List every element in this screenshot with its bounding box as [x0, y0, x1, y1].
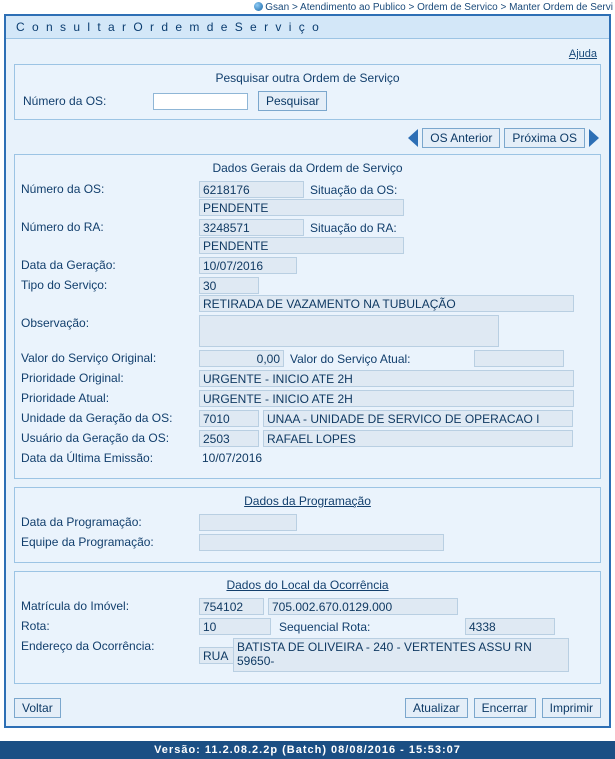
breadcrumb-item-1[interactable]: Ordem de Servico — [417, 1, 498, 13]
valor-original-value: 0,00 — [199, 350, 284, 367]
tipo-servico-codigo: 30 — [199, 277, 259, 294]
observacao-value[interactable] — [199, 315, 499, 347]
data-programacao-value — [199, 514, 297, 531]
data-geracao-value: 10/07/2016 — [199, 257, 297, 274]
general-panel-title: Dados Gerais da Ordem de Serviço — [212, 161, 403, 175]
proxima-os-button[interactable]: Próxima OS — [504, 128, 585, 148]
local-ocorrencia-panel — [14, 571, 601, 684]
prioridade-atual-label: Prioridade Atual: — [21, 391, 110, 405]
situacao-ra-value: PENDENTE — [199, 237, 404, 254]
search-label: Número da OS: — [23, 94, 107, 108]
endereco-prefix: RUA — [199, 647, 233, 664]
next-arrow-icon[interactable] — [589, 129, 599, 147]
imprimir-button[interactable]: Imprimir — [542, 698, 601, 718]
equipe-programacao-value — [199, 534, 444, 551]
sequencial-rota-label: Sequencial Rota: — [279, 620, 371, 634]
endereco-label: Endereço da Ocorrência: — [21, 639, 155, 653]
matricula-descricao: 705.002.670.0129.000 — [268, 598, 458, 615]
numero-ra-value: 3248571 — [199, 219, 304, 236]
pesquisar-button[interactable]: Pesquisar — [258, 91, 327, 111]
observacao-label: Observação: — [21, 316, 90, 330]
page-title: C o n s u l t a r O r d e m d e S e r v i ç o — [6, 16, 609, 39]
matricula-label: Matrícula do Imóvel: — [21, 599, 130, 613]
breadcrumb — [254, 2, 613, 13]
usuario-geracao-label: Usuário da Geração da OS: — [21, 431, 170, 445]
atualizar-button[interactable]: Atualizar — [405, 698, 468, 718]
programacao-panel-title: Dados da Programação — [244, 494, 371, 508]
os-anterior-button[interactable]: OS Anterior — [422, 128, 500, 148]
ultima-emissao-label: Data da Última Emissão: — [21, 451, 154, 465]
programacao-panel — [14, 487, 601, 563]
prioridade-original-value: URGENTE - INICIO ATE 2H — [199, 370, 574, 387]
row-endereco — [21, 638, 594, 672]
rota-label: Rota: — [21, 619, 50, 633]
row-data-programacao — [21, 514, 594, 531]
breadcrumb-separator: > — [291, 1, 298, 13]
equipe-programacao-label: Equipe da Programação: — [21, 535, 154, 549]
breadcrumb-separator: > — [500, 1, 507, 13]
version-wrap — [0, 737, 615, 759]
previous-arrow-icon[interactable] — [408, 129, 418, 147]
situacao-os-value: PENDENTE — [199, 199, 404, 216]
breadcrumb-item-0[interactable]: Atendimento ao Publico — [300, 1, 406, 13]
row-usuario-geracao — [21, 430, 594, 447]
unidade-geracao-codigo: 7010 — [199, 410, 259, 427]
usuario-geracao-nome: RAFAEL LOPES — [263, 430, 573, 447]
breadcrumb-separator: > — [408, 1, 415, 13]
encerrar-button[interactable]: Encerrar — [474, 698, 536, 718]
row-prioridade-original — [21, 370, 594, 387]
valor-atual-label: Valor do Serviço Atual: — [290, 352, 411, 366]
tipo-servico-label: Tipo do Serviço: — [21, 278, 108, 292]
usuario-geracao-codigo: 2503 — [199, 430, 259, 447]
help-row — [14, 43, 601, 64]
consultar-ordem-servico-window — [4, 14, 611, 728]
data-programacao-label: Data da Programação: — [21, 515, 142, 529]
row-ultima-emissao — [21, 450, 594, 467]
data-geracao-label: Data da Geração: — [21, 258, 116, 272]
ultima-emissao-value: 10/07/2016 — [202, 451, 263, 465]
situacao-ra-label: Situação do RA: — [310, 221, 397, 235]
matricula-codigo: 754102 — [199, 598, 264, 615]
numero-os-value: 6218176 — [199, 181, 304, 198]
row-numero-os — [21, 181, 594, 216]
row-valor-servico — [21, 350, 594, 367]
prioridade-atual-value: URGENTE - INICIO ATE 2H — [199, 390, 574, 407]
row-matricula-imovel — [21, 598, 594, 615]
general-data-panel — [14, 154, 601, 479]
os-navigation — [14, 128, 599, 148]
row-tipo-servico — [21, 277, 594, 312]
row-data-geracao — [21, 257, 594, 274]
unidade-geracao-label: Unidade da Geração da OS: — [21, 411, 173, 425]
numero-os-label: Número da OS: — [21, 182, 105, 196]
unidade-geracao-descricao: UNAA - UNIDADE DE SERVICO DE OPERACAO I — [263, 410, 573, 427]
numero-ra-label: Número do RA: — [21, 220, 104, 234]
search-input[interactable] — [153, 93, 248, 110]
row-numero-ra — [21, 219, 594, 254]
row-rota — [21, 618, 594, 635]
breadcrumb-app[interactable]: Gsan — [265, 1, 290, 13]
tipo-servico-descricao: RETIRADA DE VAZAMENTO NA TUBULAÇÃO — [199, 295, 574, 312]
sequencial-rota-value: 4338 — [465, 618, 555, 635]
search-panel — [14, 64, 601, 120]
local-panel-title: Dados do Local da Ocorrência — [226, 578, 389, 592]
row-prioridade-atual — [21, 390, 594, 407]
gsan-icon — [254, 2, 263, 11]
prioridade-original-label: Prioridade Original: — [21, 371, 124, 385]
voltar-button[interactable]: Voltar — [14, 698, 61, 718]
breadcrumb-item-2[interactable]: Manter Ordem de Servi — [509, 1, 613, 13]
situacao-os-label: Situação da OS: — [310, 183, 398, 197]
version-bar: Versão: 11.2.08.2.2p (Batch) 08/08/2016 - 15:53:07 — [0, 741, 615, 759]
endereco-value[interactable] — [233, 638, 569, 672]
valor-atual-value — [474, 350, 564, 367]
valor-original-label: Valor do Serviço Original: — [21, 351, 157, 365]
row-equipe-programacao — [21, 534, 594, 551]
search-panel-title: Pesquisar outra Ordem de Serviço — [215, 71, 400, 85]
footer-actions — [6, 692, 609, 726]
rota-value: 10 — [199, 618, 271, 635]
row-unidade-geracao — [21, 410, 594, 427]
help-link[interactable]: Ajuda — [568, 48, 597, 60]
row-observacao — [21, 315, 594, 347]
search-row — [21, 91, 594, 111]
breadcrumb-bar — [0, 0, 615, 14]
